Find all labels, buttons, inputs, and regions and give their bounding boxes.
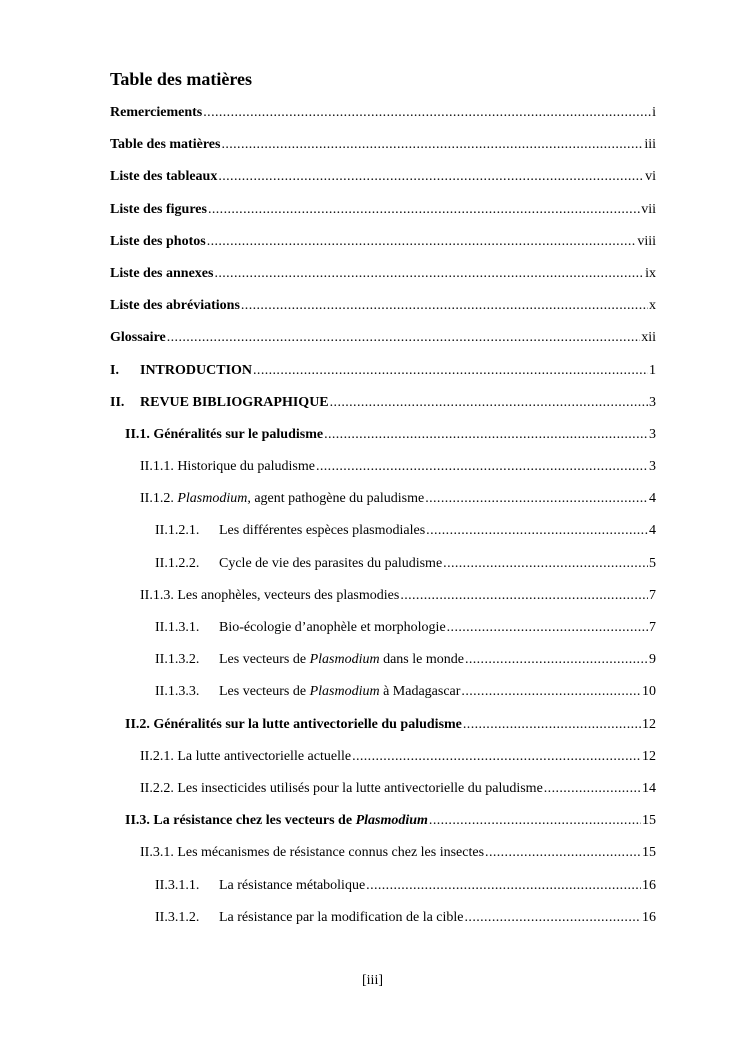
toc-entry-text: INTRODUCTION [140,362,253,378]
toc-entry-text: Liste des photos [110,233,206,249]
toc-entry-glossaire[interactable] [0,326,745,358]
toc-entry-page: 15 [642,845,656,861]
dot-leader [208,200,640,220]
toc-entry-II-3-1[interactable] [0,841,745,873]
toc-entry-text-post: à Madagascar [379,684,461,700]
dot-leader [366,876,641,896]
toc-entry-page: 15 [642,813,656,829]
toc-entry-text: Glossaire [110,330,166,346]
dot-leader [425,489,648,509]
toc-entry-text-italic: Plasmodium [309,684,380,700]
toc-entry-II-1[interactable] [0,423,745,455]
toc-entry-liste-des-tableaux[interactable] [0,165,745,197]
toc-entry-text-italic: Plasmodium [177,491,248,507]
toc-entry-text-pre: Les vecteurs de [219,684,310,700]
toc-entry-text: II.2.1. La lutte antivectorielle actuelle [140,748,352,764]
toc-entry-text: Bio-écologie d’anophèle et morphologie [219,620,446,635]
dot-leader [544,779,641,799]
toc-entry-II-3-1-1[interactable] [0,874,745,906]
toc-entry-text [219,682,460,702]
toc-entry-page: 3 [649,426,656,442]
dot-leader [316,457,648,477]
toc-entry-introduction[interactable] [0,359,745,391]
dot-leader [429,811,641,831]
toc-entry-number: II.3.1.1. [155,877,200,893]
toc-entry-text: Liste des annexes [110,265,214,281]
toc-entry-II-1-3-2[interactable] [0,648,745,680]
toc-entry-text: Liste des tableaux [110,169,218,185]
toc-entry-page: vii [641,201,656,217]
toc-entry-text-pre: II.3. La résistance chez les vecteurs de [125,813,356,829]
toc-entry-page: 3 [649,394,656,410]
toc-entry-liste-des-abreviations[interactable] [0,294,745,326]
toc-list [0,101,745,938]
toc-entry-page: 4 [649,523,656,539]
toc-entry-text-pre: II.1.2. [140,491,178,507]
toc-entry-text: II.1. Généralités sur le paludisme [125,426,324,442]
toc-entry-revue-bibliographique[interactable] [0,391,745,423]
toc-entry-II-1-3-1[interactable] [0,616,745,648]
toc-entry-liste-des-photos[interactable] [0,230,745,262]
dot-leader [400,586,648,606]
toc-entry-page: 16 [642,909,656,925]
dot-leader [447,618,648,638]
dot-leader [465,908,641,928]
toc-entry-page: 3 [649,459,656,475]
toc-entry-text: La résistance métabolique [219,877,366,893]
toc-entry-page: 9 [649,652,656,668]
toc-entry-II-1-2-1[interactable] [0,519,745,551]
toc-entry-text: II.1.1. Historique du paludisme [140,459,315,475]
toc-entry-text-italic: Plasmodium [355,813,428,829]
toc-entry-page: viii [637,233,656,249]
toc-entry-page: xii [641,330,656,346]
toc-entry-II-1-3[interactable] [0,584,745,616]
toc-entry-page: ix [645,265,656,281]
dot-leader [485,843,641,863]
dot-leader [443,554,648,574]
toc-entry-text: REVUE BIBLIOGRAPHIQUE [140,394,329,410]
toc-entry-II-2-2[interactable] [0,777,745,809]
toc-entry-text: Les différentes espèces plasmodiales [219,523,426,539]
toc-entry-number: II.1.3.2. [155,652,200,668]
toc-entry-page: vi [645,169,656,185]
toc-entry-text: II.2. Généralités sur la lutte antivectorielle du paludisme [125,716,462,732]
toc-entry-text-post: dans le monde [379,652,464,668]
toc-entry-text-pre: Les vecteurs de [219,652,310,668]
page-number-footer: [iii] [362,973,383,988]
dot-leader [461,682,641,702]
toc-entry-page: 10 [642,684,656,700]
toc-entry-text: Cycle de vie des parasites du paludisme [219,555,443,571]
dot-leader [241,296,648,316]
dot-leader [426,521,648,541]
toc-entry-text: Liste des figures [110,201,207,217]
dot-leader [463,715,641,735]
toc-entry-text [125,811,428,831]
dot-leader [324,425,648,445]
toc-entry-II-1-1[interactable] [0,455,745,487]
toc-entry-page: x [649,298,656,314]
toc-entry-text: II.2.2. Les insecticides utilisés pour la lutte antivectorielle du paludisme [140,780,543,796]
toc-entry-page: 7 [649,620,656,635]
toc-entry-number: II.1.2.1. [155,523,200,539]
toc-entry-II-3[interactable] [0,809,745,841]
toc-entry-text-italic: Plasmodium [309,652,380,668]
toc-entry-text: Liste des abréviations [110,298,240,314]
toc-entry-page: 5 [649,555,656,571]
toc-entry-II-2-1[interactable] [0,745,745,777]
dot-leader [253,361,648,381]
toc-entry-number: II.1.3.1. [155,620,200,635]
toc-entry-page: iii [644,137,656,153]
toc-entry-page: i [652,105,656,120]
dot-leader [465,650,648,670]
toc-entry-number: II.1.3.3. [155,684,200,700]
dot-leader [352,747,641,767]
toc-entry-text: II.1.3. Les anophèles, vecteurs des plasmodies [140,587,400,603]
toc-entry-text-post: , agent pathogène du paludisme [247,491,425,507]
toc-entry-number: II.1.2.2. [155,555,200,571]
toc-entry-page: 16 [642,877,656,893]
toc-entry-number: II. [110,394,125,410]
dot-leader [167,328,640,348]
toc-entry-II-2[interactable] [0,713,745,745]
toc-entry-page: 4 [649,491,656,507]
toc-entry-II-1-3-3[interactable] [0,680,745,712]
toc-entry-page: 12 [642,716,656,732]
toc-entry-page: 7 [649,587,656,603]
toc-entry-table-des-matieres[interactable] [0,133,745,165]
dot-leader [218,167,644,187]
toc-entry-number: I. [110,362,119,378]
toc-entry-II-1-2-2[interactable] [0,552,745,584]
dot-leader [221,135,643,155]
toc-entry-liste-des-annexes[interactable] [0,262,745,294]
dot-leader [330,393,648,413]
toc-title: Table des matières [110,69,252,89]
dot-leader [214,264,644,284]
toc-entry-page: 14 [642,780,656,796]
toc-entry-text: II.3.1. Les mécanismes de résistance connus chez les insectes [140,845,485,861]
toc-entry-text: Table des matières [110,137,221,153]
toc-entry-text [219,650,464,670]
toc-entry-II-3-1-2[interactable] [0,906,745,938]
toc-entry-text: La résistance par la modification de la cible [219,909,464,925]
toc-entry-number: II.3.1.2. [155,909,200,925]
toc-entry-liste-des-figures[interactable] [0,198,745,230]
toc-entry-text: Remerciements [110,105,203,120]
toc-entry-text [140,489,424,509]
toc-entry-remerciements[interactable] [0,101,745,133]
dot-leader [203,103,651,123]
toc-entry-page: 12 [642,748,656,764]
dot-leader [207,232,637,252]
toc-entry-page: 1 [649,362,656,378]
toc-entry-II-1-2[interactable] [0,487,745,519]
